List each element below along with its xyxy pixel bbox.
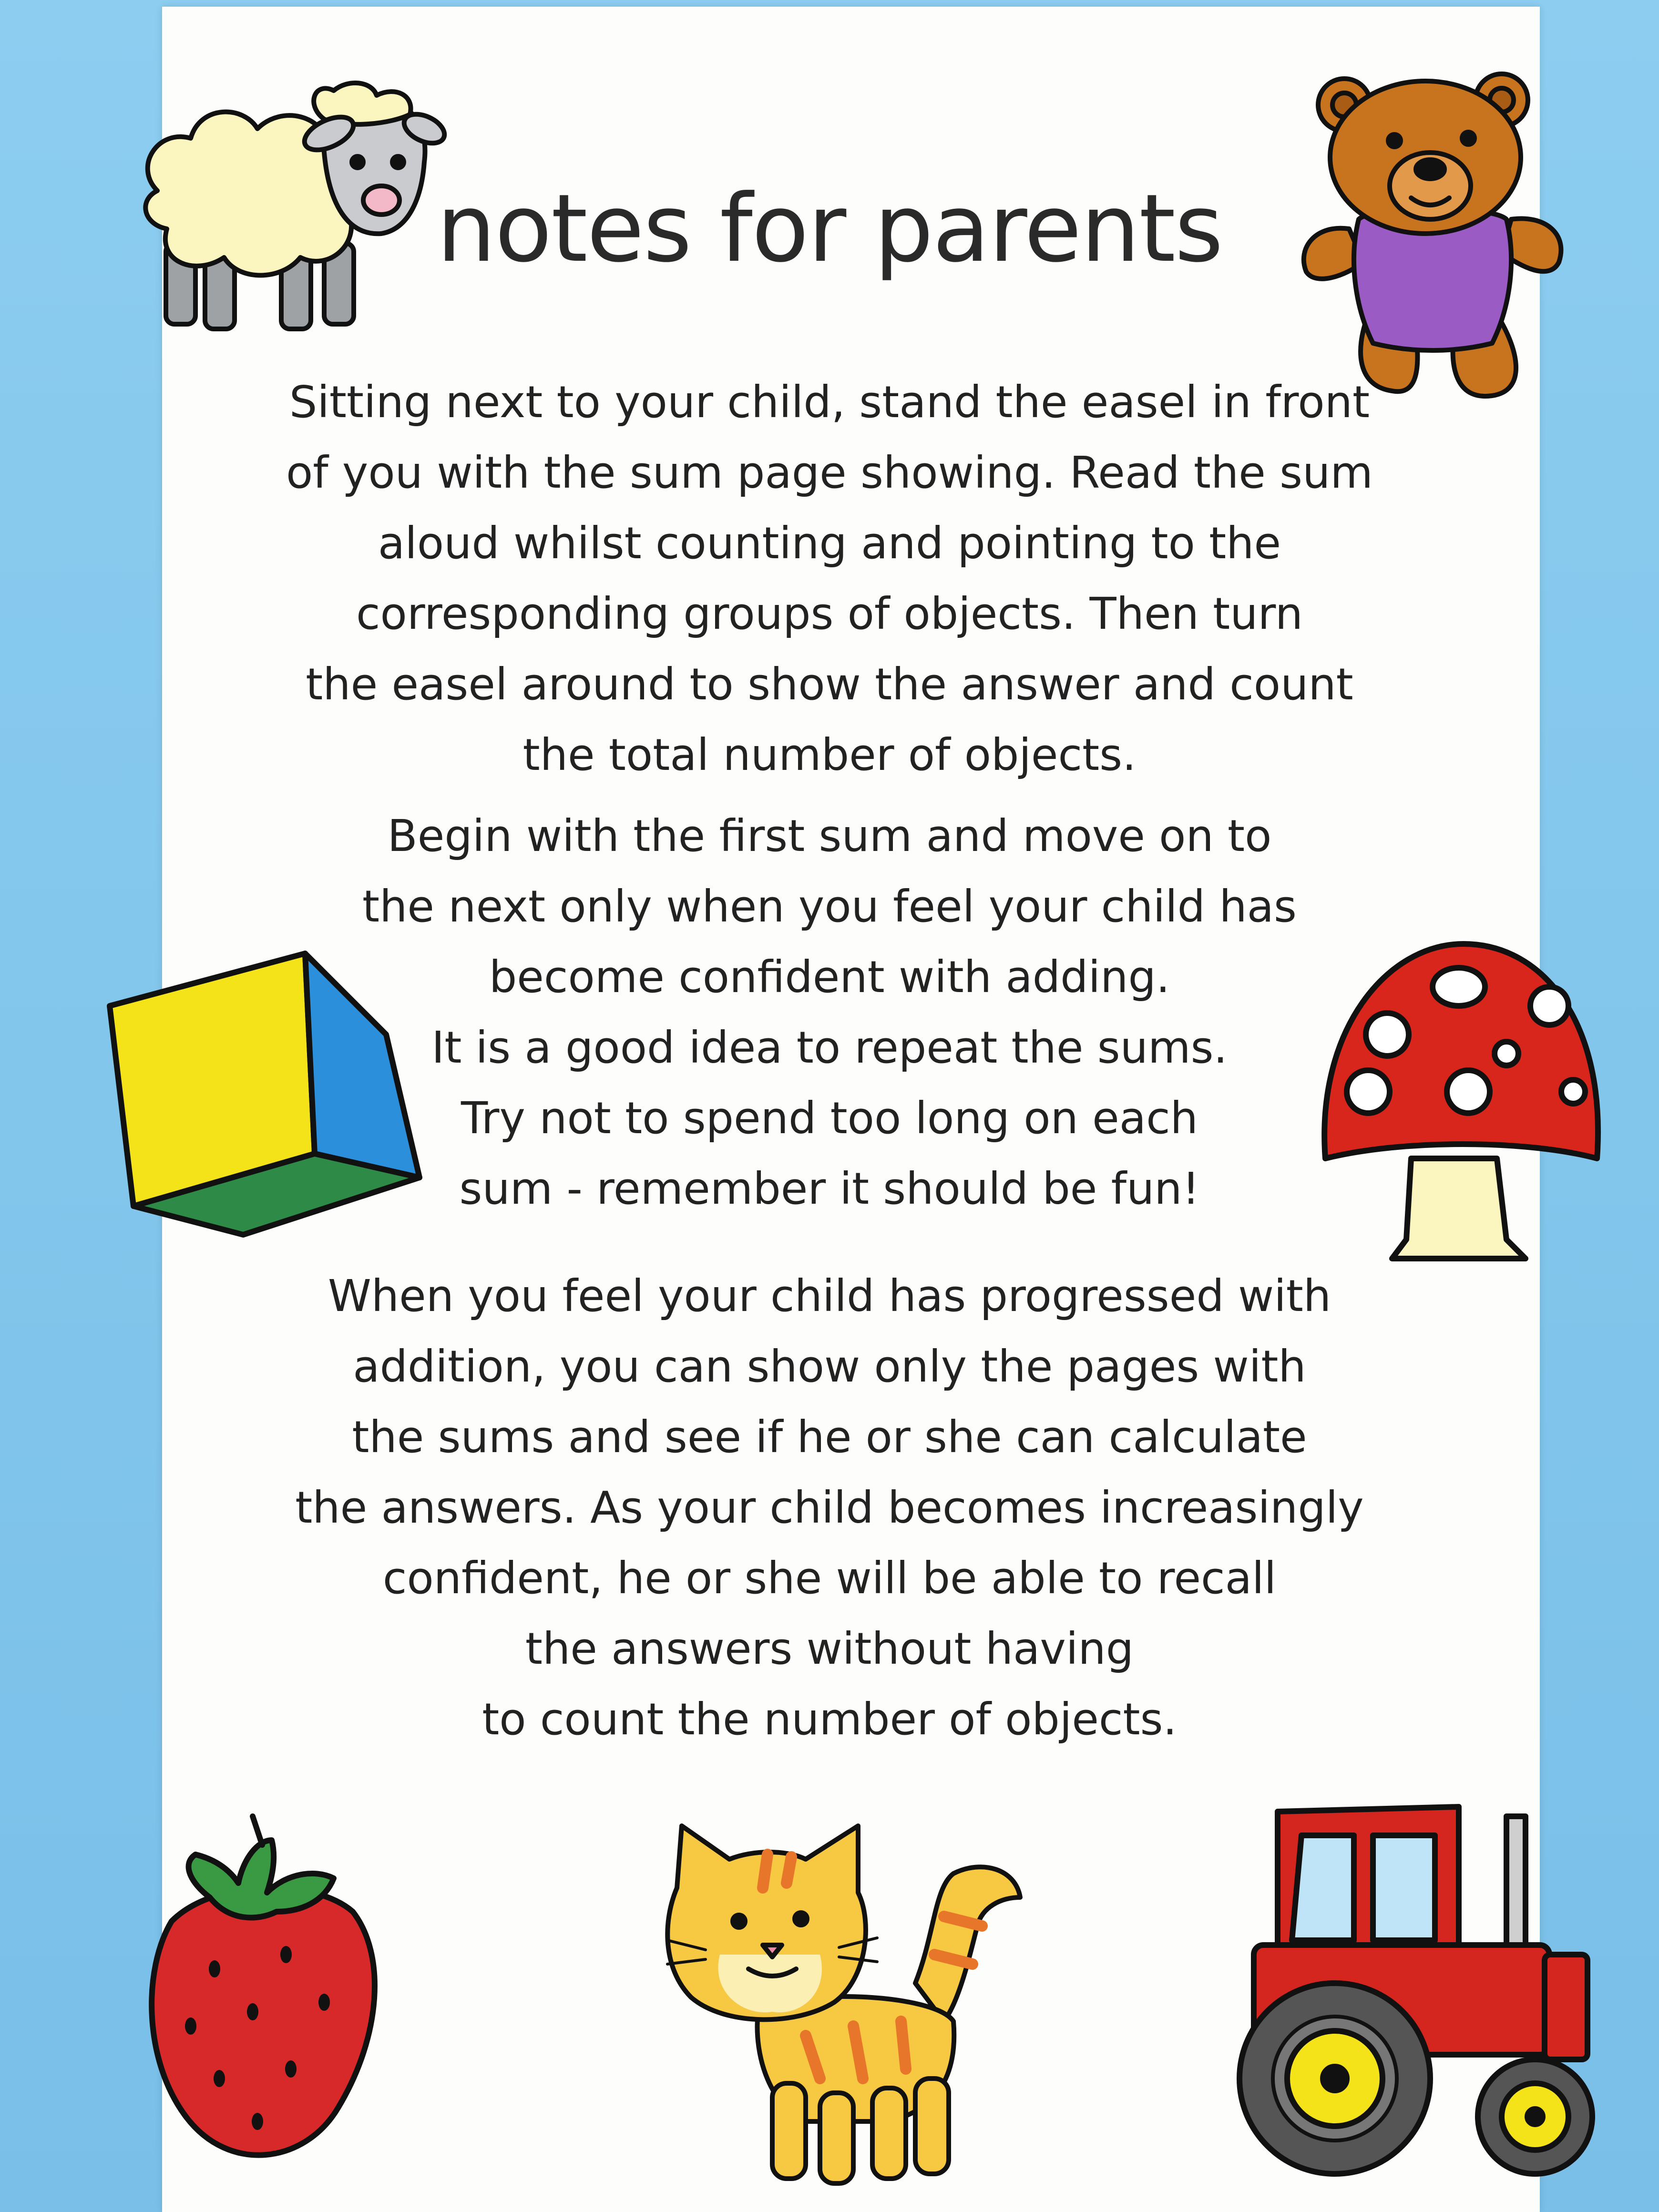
text-line: of you with the sum page showing. Read the sum [286, 447, 1373, 498]
text-line: the sums and see if he or she can calculate [352, 1412, 1307, 1463]
text-line: the total number of objects. [522, 729, 1137, 780]
text-line: the next only when you feel your child has [362, 881, 1297, 932]
text-line: the answers. As your child becomes increasingly [295, 1482, 1364, 1533]
sheep-icon [124, 72, 439, 338]
text-line: Sitting next to your child, stand the easel in front [289, 377, 1370, 428]
text-line: Try not to spend too long on each [461, 1093, 1198, 1144]
mushroom-icon [1306, 934, 1611, 1268]
text-line: aloud whilst counting and pointing to the [378, 518, 1281, 569]
text-line: the answers without having [525, 1623, 1134, 1674]
text-line: It is a good idea to repeat the sums. [431, 1022, 1228, 1073]
strawberry-icon [133, 1812, 400, 2174]
text-line: sum - remember it should be fun! [459, 1163, 1200, 1214]
tractor-icon [1211, 1783, 1621, 2193]
page-title: notes for parents [436, 174, 1223, 283]
text-line: addition, you can show only the pages with [353, 1341, 1306, 1392]
cat-icon [648, 1812, 1030, 2193]
text-line: the easel around to show the answer and count [306, 659, 1353, 710]
cube-icon [95, 939, 429, 1244]
teddy-bear-icon [1287, 67, 1573, 410]
paragraph-advanced [0, 1261, 1659, 1755]
text-line: Begin with the first sum and move on to [387, 810, 1272, 861]
text-line: confident, he or she will be able to recall [382, 1553, 1277, 1604]
text-line: become confident with adding. [489, 952, 1170, 1003]
text-line: to count the number of objects. [482, 1694, 1177, 1745]
paragraph-instructions [0, 367, 1659, 790]
text-line: corresponding groups of objects. Then turn [356, 588, 1303, 639]
text-line: When you feel your child has progressed with [328, 1270, 1331, 1321]
